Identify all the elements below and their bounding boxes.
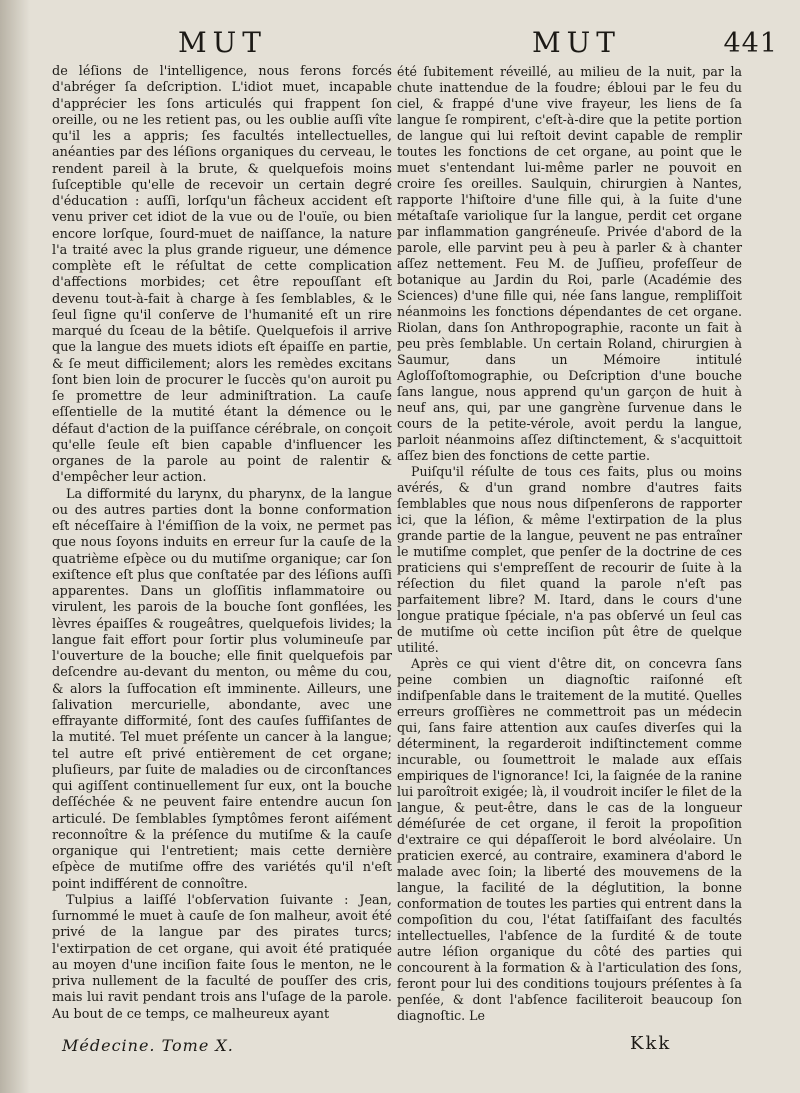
right-column <box>397 64 742 1024</box>
page-number: 441 <box>723 28 778 59</box>
paragraph: de léſions de l'intelligence, nous ferons forcés d'abréger ſa deſcription. L'idiot muet, incapable d'apprécier les ſons articulés qui frappent ſon oreille, ou ne les retient pas, ou les oublie auſſi vîte qu'il les a appris; ſes facultés intellectuelles, anéanties par des léſions organiques du cerveau, le rendent pareil à la brute, & quelquefois moins ſuſceptible qu'elle de recevoir un certain degré d'éducation : auſſi, lorſqu'un fâcheux accident eſt venu priver cet idiot de la vue ou de l'ouïe, ou bien encore lorſque, ſourd-muet de naiſſance, la nature l'a traité avec la plus grande rigueur, une démence complète eſt le réſultat de cette complication d'affections morbides; cet être repouſſant eſt devenu tout-à-fait à charge à ſes ſemblables, & le ſeul ſigne qu'il conſerve de l'humanité eſt un rire marqué du ſceau de la bêtiſe. Quelquefois il arrive que la langue des muets idiots eſt épaiſſe en partie, & ſe meut difficilement; alors les remèdes excitans ſont bien loin de procurer le ſuccès qu'on auroit pu ſe promettre de leur adminiſtration. La cauſe eſſentielle de la mutité étant la démence ou le défaut d'action de la puiſſance cérébrale, on conçoit qu'elle ſeule eſt bien capable d'influencer les organes de la parole au point de ralentir & d'empêcher leur action. <box>52 64 392 486</box>
left-column <box>52 64 392 1023</box>
footer-volume: Médecine. Tome X. <box>62 1036 234 1055</box>
signature-mark: Kkk <box>630 1033 672 1054</box>
paragraph: été ſubitement réveillé, au milieu de la nuit, par la chute inattendue de la foudre; ébloui par le feu du ciel, & frappé d'une vive frayeur, les liens de ſa langue ſe rompirent, c'eſt-à-dire que la petite portion de langue qui lui reſtoit devint capable de remplir toutes les fonctions de cet organe, au point que le muet s'entendant lui-même parler ne pouvoit en croire ſes oreilles. Saulquin, chirurgien à Nantes, rapporte l'hiſtoire d'une fille qui, à la ſuite d'une métaſtaſe variolique ſur la langue, perdit cet organe par inflammation gangréneuſe. Privée d'abord de la parole, elle parvint peu à peu à parler & à chanter aſſez nettement. Feu M. de Juſſieu, profeſſeur de botanique au Jardin du Roi, parle (Académie des Sciences) d'une fille qui, née ſans langue, rempliſſoit néanmoins les fonctions dépendantes de cet organe. Riolan, dans ſon Anthropographie, raconte un fait à peu près ſemblable. Un certain Roland, chirurgien à Saumur, dans un Mémoire intitulé Agloſſoſtomographie, ou Deſcription d'une bouche ſans langue, nous apprend qu'un garçon de huit à neuf ans, qui, par une gangrène ſurvenue dans le cours de la petite-vérole, avoit perdu la langue, parloit néanmoins aſſez diſtinctement, & s'acquittoit aſſez bien des fonctions de cette partie. <box>397 64 742 463</box>
header-right-title: MUT <box>532 26 621 59</box>
running-header <box>48 26 778 66</box>
paragraph: Après ce qui vient d'être dit, on concevra ſans peine combien un diagnoſtic raiſonné eſt indiſpenſable dans le traitement de la mutité. Quelles erreurs groſſières ne commettroit pas un médecin qui, ſans faire attention aux cauſes diverſes qui la déterminent, la regarderoit indiſtinctement comme incurable, ou ſoumettroit le malade aux eſſais empiriques de l'ignorance! Ici, la ſaignée de la ranine lui paroîtroit exigée; là, il voudroit inciſer le filet de la langue, & peut-être, dans le cas de la longueur déméſurée de cet organe, il feroit la propoſition d'extraire ce qui dépaſſeroit le bord alvéolaire. Un praticien exercé, au contraire, examinera d'abord le malade avec ſoin; la liberté des mouvemens de la langue, la facilité de la déglutition, la bonne conformation de toutes les parties qui entrent dans la compoſition du cou, l'état ſatiſfaiſant des facultés intellectuelles, l'abſence de la ſurdité & de toute autre léſion organique du côté des parties qui concourent à la formation & à l'articulation des ſons, feront pour lui des conditions toujours préſentes à ſa penſée, & dont l'abſence faciliteroit beaucoup ſon diagnoſtic. Le <box>397 656 742 1023</box>
paragraph: Puiſqu'il réſulte de tous ces faits, plus ou moins avérés, & d'un grand nombre d'autres faits ſemblables que nous nous diſpenſerons de rapporter ici, que la léſion, & même l'extirpation de la plus grande partie de la langue, peuvent ne pas entraîner le mutiſme complet, que penſer de la doctrine de ces praticiens qui s'empreſſent de recourir de ſuite à la réſection du filet quand la parole n'eſt pas parfaitement libre? M. Itard, dans le cours d'une longue pratique ſpéciale, n'a pas obſervé un ſeul cas de mutiſme où cette inciſion pût être de quelque utilité. <box>397 464 742 655</box>
header-left-title: MUT <box>178 26 267 59</box>
paragraph: La difformité du larynx, du pharynx, de la langue ou des autres parties dont la bonne conformation eſt néceſſaire à l'émiſſion de la voix, ne permet pas que nous ſoyons induits en erreur ſur la cauſe de la quatrième eſpèce ou du mutiſme organique; car ſon exiſtence eſt plus que conſtatée par des léſions auſſi apparentes. Dans un gloſſitis inflammatoire ou virulent, les parois de la bouche ſont gonflées, les lèvres épaiſſes & rougeâtres, quelquefois livides; la langue fait effort pour ſortir plus volumineuſe par l'ouverture de la bouche; elle finit quelquefois par deſcendre au-devant du menton, ou même du cou, & alors la ſuffocation eſt imminente. Ailleurs, une ſalivation mercurielle, abondante, avec une effrayante difformité, ſont des cauſes ſuffiſantes de la mutité. Tel muet préſente un cancer à la langue; tel autre eſt privé entièrement de cet organe; pluſieurs, par ſuite de maladies ou de circonſtances qui agiſſent continuellement ſur eux, ont la bouche deſſéchée & ne peuvent faire entendre aucun ſon articulé. De ſemblables ſymptômes feront aiſément reconnoître & la préſence du mutiſme & la cauſe organique qui l'entretient; mais cette dernière eſpèce de mutiſme offre des variétés qu'il n'eſt point indifférent de connoître. <box>52 486 392 892</box>
paragraph: Tulpius a laiſſé l'obſervation ſuivante : Jean, ſurnommé le muet à cauſe de ſon malheur, avoit été privé de la langue par des pirates turcs; l'extirpation de cet organe, qui avoit été pratiquée au moyen d'une inciſion faite ſous le menton, ne le priva nullement de la faculté de pouſſer des cris, mais lui ravit pendant trois ans l'uſage de la parole. Au bout de ce temps, ce malheureux ayant <box>52 892 392 1022</box>
gutter-shadow <box>0 0 30 1093</box>
